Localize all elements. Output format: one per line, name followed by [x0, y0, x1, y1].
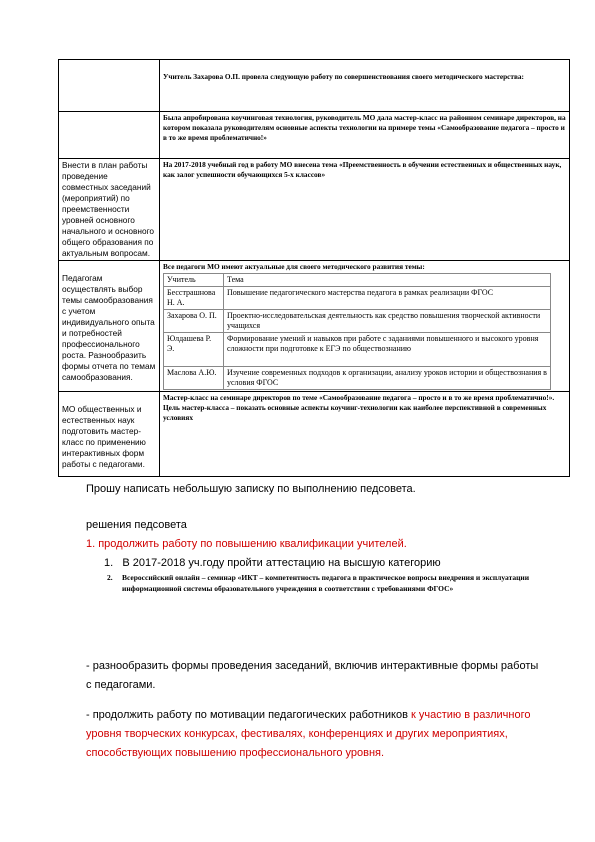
teacher-name: Юлдашева Р. Э.: [164, 333, 224, 367]
row4-left-text: МО общественных и естественных наук подготовить мастер-класс по применению интерактивных форм работы с педагогами.: [62, 404, 146, 469]
themes-header-topic: Тема: [224, 274, 551, 287]
paragraph-motivation-lead: - продолжить работу по мотивации педагогических работников: [86, 709, 411, 721]
row2-left-text: Внести в план работы проведение совместных заседаний (мероприятий) по преемственности уровней основного начального и основного общего образования по актуальным вопросам.: [62, 160, 155, 258]
header-left-cell: [59, 60, 160, 112]
teacher-topic: Формирование умений и навыков при работе с заданиями повышенного и высокого уровня сложности при подготовке к ЕГЭ по обществознанию: [224, 333, 551, 367]
report-table: [58, 59, 570, 477]
row1-right-cell: [160, 112, 570, 159]
teacher-topic: Изучение современных подходов к организации, анализу уроков истории и обществознания в условия ФГОС: [224, 367, 551, 390]
themes-row: [164, 287, 551, 310]
row2-right-text: На 2017-2018 учебный год в работу МО внесена тема «Преемственность в обучении естественных и общественных наук, как залог успешности обучающихся 5-х классов»: [163, 160, 562, 179]
teacher-topic: Повышение педагогического мастерства педагога в рамках реализации ФГОС: [224, 287, 551, 310]
themes-row: [164, 333, 551, 367]
row3-left-cell: [59, 261, 160, 392]
paragraph-motivation: [86, 706, 546, 763]
themes-header-row: [164, 274, 551, 287]
row3-left-text: Педагогам осуществлять выбор темы самообразования с учетом индивидуального опыта и потребностей профессионального роста. Разнообразить формы отчета по темам самообразования.: [62, 273, 156, 382]
teacher-topic: Проектно-исследовательская деятельность как средство повышения творческой активности учащихся: [224, 310, 551, 333]
paragraph-forms: - разнообразить формы проведения заседаний, включив интерактивные формы работы с педагогами.: [86, 660, 539, 691]
decision-sub-2-number: 2.: [107, 573, 113, 582]
themes-row: [164, 310, 551, 333]
row2-left-cell: [59, 159, 160, 261]
themes-header-teacher: Учитель: [164, 274, 224, 287]
paragraph-motivation-red: к участию в различного уровня творческих конкурсах, фестивалях, конференциях и других мероприятиях, способствующих повышению профессионального уровня.: [86, 709, 531, 759]
decision-sub-2: Всероссийский онлайн – семинар «ИКТ – компетентность педагога в практическое вопросы внедрения и эксплуатации информационной системы образовательного учреждения в соответствии с требованиями ФГОС»: [122, 573, 530, 593]
header-right-cell: [160, 60, 570, 112]
row4-right-text: Мастер-класс на семинаре директоров по теме «Самообразование педагога – просто и в то же время проблематично!». Цель мастер-класса – показать основные аспекты коучинг-технологии как наиболее перспективной в современных условиях: [163, 393, 555, 422]
decision-sub-1: 1. В 2017-2018 уч.году пройти аттестацию на высшую категорию: [104, 557, 441, 569]
teacher-name: Бесстрашнова Н. А.: [164, 287, 224, 310]
row3-right-cell: [160, 261, 570, 392]
teacher-name: Захарова О. П.: [164, 310, 224, 333]
row1-left-cell: [59, 112, 160, 159]
teacher-name: Маслова А.Ю.: [164, 367, 224, 390]
row4-left-cell: [59, 392, 160, 477]
themes-title: Все педагоги МО имеют актуальные для своего методического развития темы:: [163, 262, 425, 271]
row2-right-cell: [160, 159, 570, 261]
decisions-heading: решения педсовета: [86, 519, 187, 531]
row1-text: Была апробирована коучинговая технология, руководитель МО дала мастер-класс на районном семинаре директоров, на котором показала руководителям основные аспекты технологии на примере темы «Самообразование педагога – просто и в то же время проблематично!»: [163, 113, 566, 142]
row4-right-cell: [160, 392, 570, 477]
themes-table: [163, 273, 551, 390]
decision-1: 1. продолжить работу по повышению квалификации учителей.: [86, 538, 407, 550]
note-text: Прошу написать небольшую записку по выполнению педсовета.: [86, 483, 416, 495]
themes-row: [164, 367, 551, 390]
header-text: Учитель Захарова О.П. провела следующую работу по совершенствования своего методического мастерства:: [163, 72, 524, 81]
